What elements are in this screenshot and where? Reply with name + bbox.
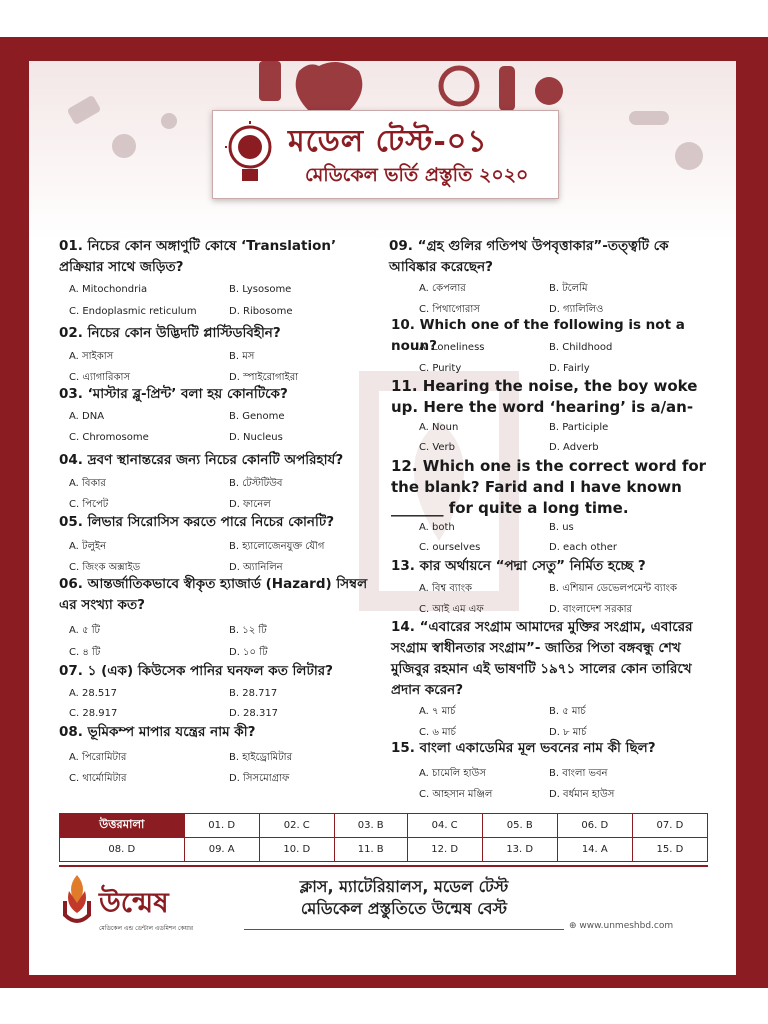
- option-d: D. Nucleus: [229, 432, 283, 443]
- document-page: [29, 61, 736, 975]
- question-1: [59, 236, 379, 278]
- option-d: D. বাংলাদেশ সরকার: [549, 604, 633, 615]
- option-b: B. Childhood: [549, 342, 613, 353]
- option-c: C. থার্মোমিটার: [69, 773, 127, 784]
- option-d: D. 28.317: [229, 708, 279, 719]
- question-text: 12. Which one is the correct word for the blank? Farid and I have known _______ for quite a long time.: [391, 457, 707, 517]
- option-a: A. বিশ্ব ব্যাংক: [419, 583, 473, 594]
- option-b: B. হাইড্রোমিটার: [229, 752, 293, 763]
- option-b: B. বাংলা ভবন: [549, 768, 608, 779]
- page-title: মডেল টেস্ট-০১: [288, 124, 488, 159]
- option-d: D. ১০ টি: [229, 647, 268, 658]
- question-text: 10. Which one of the following is not a noun?: [391, 317, 685, 354]
- question-text: 05. লিভার সিরোসিস করতে পারে নিচের কোনটি?: [59, 514, 335, 530]
- option-a: A. চামেলি হাউস: [419, 768, 486, 779]
- question-9: [389, 236, 709, 278]
- option-b: B. হ্যালোজেনযুক্ত যৌগ: [229, 541, 325, 552]
- option-a: A. কেপলার: [419, 283, 466, 294]
- option-d: D. ফানেল: [229, 499, 271, 510]
- tagline-line-1: ক্লাস, ম্যাটেরিয়ালস, মডেল টেস্ট: [299, 877, 509, 896]
- answer-key-label: উত্তরমালা: [60, 814, 185, 838]
- question-text: 13. কার অর্থায়নে “পদ্মা সেতু” নির্মিত হচ্ছে ?: [391, 558, 646, 574]
- globe-icon: ⊕: [569, 921, 580, 931]
- option-c: C. জিংক অক্সাইড: [69, 562, 141, 573]
- option-a: A. বিকার: [69, 478, 106, 489]
- question-text: 14. “এবারের সংগ্রাম আমাদের মুক্তির সংগ্রাম, এবারের সংগ্রাম স্বাধীনতার সংগ্রাম”- জাতির পিতা বঙ্গবন্ধু শেখ মুজিবুর রহমান এই ভাষণটি ১৯৭১ সালের কোন তারিখে প্রদান করেন?: [391, 619, 693, 698]
- question-text: 07. ১ (এক) কিউসেক পানির ঘনফল কত লিটার?: [59, 663, 334, 679]
- option-c: C. Chromosome: [69, 432, 149, 443]
- option-d: D. Adverb: [549, 442, 599, 453]
- option-a: A. Mitochondria: [69, 284, 148, 295]
- option-c: C. Purity: [419, 363, 462, 374]
- question-5: [59, 512, 379, 533]
- option-b: B. 28.717: [229, 688, 278, 699]
- option-a: A. Noun: [419, 422, 459, 433]
- answer-cell: 12. D: [407, 838, 482, 862]
- option-a: A. ৫ টি: [69, 625, 100, 636]
- footer-tagline: [259, 876, 549, 920]
- answer-cell: 13. D: [482, 838, 557, 862]
- question-text: 08. ভূমিকম্প মাপার যন্ত্রের নাম কী?: [59, 724, 256, 740]
- question-14: [391, 617, 709, 701]
- question-15: [391, 738, 709, 759]
- question-12: [391, 456, 709, 519]
- question-11: [391, 376, 709, 418]
- option-c: C. পিপেট: [69, 499, 109, 510]
- option-b: B. Genome: [229, 411, 285, 422]
- option-c: C. Verb: [419, 442, 456, 453]
- website-text: www.unmeshbd.com: [579, 921, 674, 931]
- question-3: [59, 384, 379, 405]
- option-a: A. পিরোমিটার: [69, 752, 127, 763]
- option-d: D. Ribosome: [229, 306, 293, 317]
- brand-tagline: মেডিকেল এন্ড ডেন্টাল এডমিশন কেয়ার: [99, 925, 194, 932]
- option-d: D. each other: [549, 542, 617, 553]
- answer-cell: 14. A: [557, 838, 632, 862]
- option-d: D. স্পাইরোগাইরা: [229, 372, 299, 383]
- answer-row: [60, 814, 708, 838]
- question-text: 01. নিচের কোন অঙ্গাণুটি কোষে ‘Translation’ প্রক্রিয়ার সাথে জড়িত?: [59, 238, 337, 275]
- question-text: 02. নিচের কোন উদ্ভিদটি প্লাস্টিডবিহীন?: [59, 325, 281, 341]
- tagline-line-2: মেডিকেল প্রস্তুতিতে উন্মেষ বেস্ট: [300, 899, 508, 918]
- option-c: C. ourselves: [419, 542, 481, 553]
- answer-cell: 11. B: [334, 838, 407, 862]
- unmesh-logo-icon: [61, 871, 93, 931]
- question-8: [59, 722, 379, 743]
- option-c: C. Endoplasmic reticulum: [69, 306, 197, 317]
- question-text: 04. দ্রবণ স্থানান্তরের জন্য নিচের কোনটি অপরিহার্য?: [59, 452, 344, 468]
- brand-name: উন্মেষ: [99, 886, 169, 919]
- option-b: B. টেস্টটিউব: [229, 478, 283, 489]
- question-text: 06. আন্তর্জাতিকভাবে স্বীকৃত হ্যাজার্ড (Hazard) সিম্বল এর সংখ্যা কত?: [59, 576, 368, 613]
- option-b: B. মস: [229, 351, 255, 362]
- option-d: D. ৮ মার্চ: [549, 727, 587, 738]
- question-13: [391, 556, 709, 577]
- answer-cell: 06. D: [557, 814, 632, 838]
- option-d: D. Fairly: [549, 363, 590, 374]
- question-4: [59, 450, 379, 471]
- answer-cell: 09. A: [184, 838, 259, 862]
- option-a: A. DNA: [69, 411, 105, 422]
- answer-cell: 10. D: [259, 838, 334, 862]
- option-c: C. 28.917: [69, 708, 118, 719]
- option-b: B. ৫ মার্চ: [549, 706, 586, 717]
- option-a: A. টলুইন: [69, 541, 107, 552]
- option-c: C. এ্যাগারিকাস: [69, 372, 131, 383]
- option-b: B. টলেমি: [549, 283, 588, 294]
- option-a: A. Loneliness: [419, 342, 485, 353]
- title-box: [212, 110, 559, 199]
- brain-bulb-icon: [225, 121, 275, 187]
- answer-cell: 15. D: [632, 838, 707, 862]
- option-d: D. বর্ধমান হাউস: [549, 789, 615, 800]
- option-d: D. সিসমোগ্রাফ: [229, 773, 290, 784]
- option-b: B. us: [549, 522, 574, 533]
- question-7: [59, 661, 379, 682]
- option-a: A. সাইকাস: [69, 351, 114, 362]
- question-text: 03. ‘মাস্টার ব্লু-প্রিন্ট’ বলা হয় কোনটিকে?: [59, 386, 288, 402]
- footer-rule: [244, 929, 564, 930]
- option-c: C. পিথাগোরাস: [419, 304, 480, 315]
- question-2: [59, 323, 379, 344]
- option-a: A. both: [419, 522, 455, 533]
- option-c: C. ৬ মার্চ: [419, 727, 456, 738]
- option-b: B. Participle: [549, 422, 609, 433]
- question-text: 09. “গ্রহ গুলির গতিপথ উপবৃত্তাকার”-তত্ত্বটি কে আবিষ্কার করেছেন?: [389, 238, 669, 275]
- answer-cell: 01. D: [184, 814, 259, 838]
- question-text: 11. Hearing the noise, the boy woke up. Here the word ‘hearing’ is a/an-: [391, 377, 698, 416]
- option-b: B. এশিয়ান ডেভেলপমেন্ট ব্যাংক: [549, 583, 677, 594]
- answer-cell: 02. C: [259, 814, 334, 838]
- answer-cell: 05. B: [482, 814, 557, 838]
- footer-divider: [59, 865, 708, 867]
- option-c: C. আই এম এফ: [419, 604, 484, 615]
- option-a: A. ৭ মার্চ: [419, 706, 456, 717]
- answer-cell: 07. D: [632, 814, 707, 838]
- website-link[interactable]: [569, 921, 673, 931]
- answer-cell: 03. B: [334, 814, 407, 838]
- option-c: C. আহসান মঞ্জিল: [419, 789, 493, 800]
- option-c: C. ৪ টি: [69, 647, 101, 658]
- option-b: B. Lysosome: [229, 284, 292, 295]
- option-b: B. ১২ টি: [229, 625, 267, 636]
- answer-row: [60, 838, 708, 862]
- answer-key-table: [59, 813, 708, 862]
- option-d: D. অ্যানিলিন: [229, 562, 283, 573]
- option-a: A. 28.517: [69, 688, 118, 699]
- option-d: D. গ্যালিলিও: [549, 304, 604, 315]
- answer-cell: 04. C: [407, 814, 482, 838]
- question-6: [59, 574, 379, 616]
- page-subtitle: মেডিকেল ভর্তি প্রস্তুতি ২০২০: [305, 164, 529, 186]
- answer-cell: 08. D: [60, 838, 185, 862]
- question-text: 15. বাংলা একাডেমির মূল ভবনের নাম কী ছিল?: [391, 740, 656, 756]
